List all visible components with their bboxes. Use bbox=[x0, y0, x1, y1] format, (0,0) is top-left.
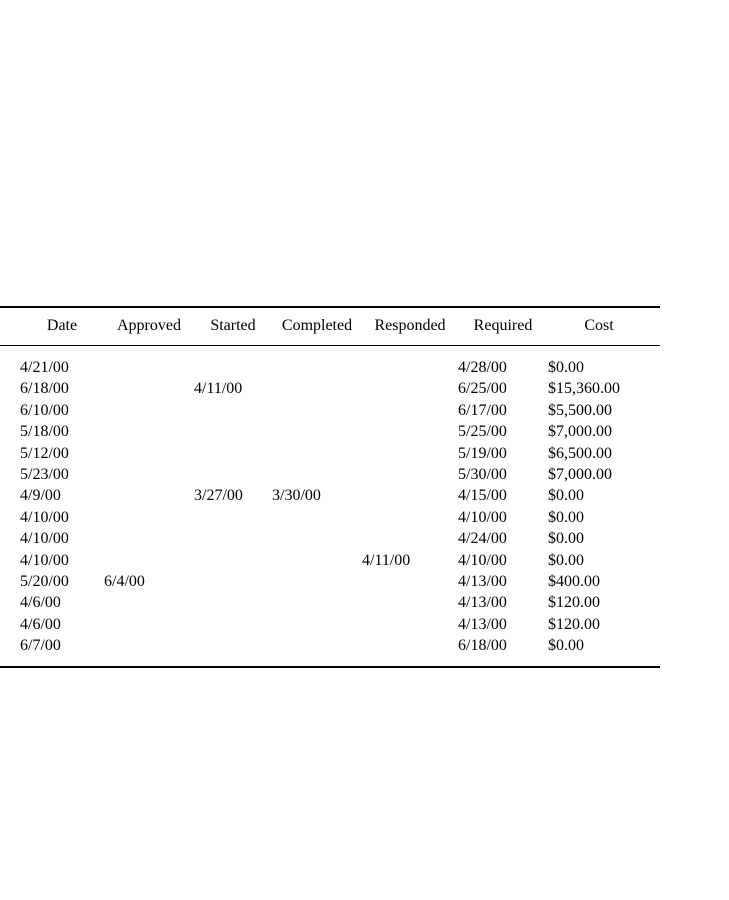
cell-started bbox=[194, 550, 272, 571]
cell-date: 5/20/00 bbox=[20, 573, 69, 591]
cell-completed: 3/30/00 bbox=[272, 487, 321, 505]
cell-status bbox=[0, 485, 20, 506]
cell-cost: $0.00 bbox=[548, 637, 584, 655]
cell-responded bbox=[362, 400, 458, 421]
cell-required: 6/25/00 bbox=[458, 380, 507, 398]
cell-date: 4/10/00 bbox=[20, 551, 69, 569]
table-row bbox=[0, 485, 650, 506]
table-row bbox=[0, 550, 650, 571]
table-row bbox=[0, 592, 650, 613]
cell-approved: 6/4/00 bbox=[104, 573, 145, 591]
cell-responded bbox=[362, 571, 458, 592]
cell-required: 5/30/00 bbox=[458, 466, 507, 484]
cell-cost: $15,360.00 bbox=[548, 380, 620, 398]
cell-date: 6/7/00 bbox=[20, 637, 61, 655]
table-bottom-rule bbox=[0, 666, 660, 668]
cell-date: 4/21/00 bbox=[20, 359, 69, 376]
header-spacer bbox=[0, 346, 650, 357]
cell-date: 5/23/00 bbox=[20, 466, 69, 484]
cell-approved bbox=[104, 528, 194, 549]
cell-required: 4/15/00 bbox=[458, 487, 507, 505]
cell-status bbox=[0, 378, 20, 399]
cell-completed bbox=[272, 635, 362, 656]
table-row bbox=[0, 635, 650, 656]
table-header-row bbox=[0, 306, 650, 346]
cell-started bbox=[194, 635, 272, 656]
cell-approved bbox=[104, 400, 194, 421]
column-header-date: Date bbox=[46, 317, 78, 335]
cell-cost: $0.00 bbox=[548, 359, 584, 376]
cell-status bbox=[0, 421, 20, 442]
cell-completed bbox=[272, 592, 362, 613]
cell-date: 5/18/00 bbox=[20, 423, 69, 441]
cell-completed bbox=[272, 443, 362, 464]
cell-completed bbox=[272, 550, 362, 571]
cell-date: 4/10/00 bbox=[20, 530, 69, 548]
cell-cost: $120.00 bbox=[548, 594, 600, 612]
cell-status bbox=[0, 592, 20, 613]
cell-status bbox=[0, 464, 20, 485]
cell-status bbox=[0, 507, 20, 528]
cell-date: 5/12/00 bbox=[20, 444, 69, 462]
cell-required: 4/28/00 bbox=[458, 359, 507, 376]
cell-started bbox=[194, 400, 272, 421]
cell-approved bbox=[104, 357, 194, 378]
table-row bbox=[0, 400, 650, 421]
cell-date: 4/6/00 bbox=[20, 615, 61, 633]
cell-required: 4/10/00 bbox=[458, 551, 507, 569]
cell-approved bbox=[104, 421, 194, 442]
cell-completed bbox=[272, 507, 362, 528]
cell-status bbox=[0, 550, 20, 571]
cell-completed bbox=[272, 528, 362, 549]
column-header-cost: Cost bbox=[584, 317, 614, 335]
table-row bbox=[0, 464, 650, 485]
column-header-status bbox=[0, 306, 20, 346]
cell-required: 4/13/00 bbox=[458, 615, 507, 633]
cell-approved bbox=[104, 485, 194, 506]
cell-date: 4/6/00 bbox=[20, 594, 61, 612]
cell-responded bbox=[362, 592, 458, 613]
cell-completed bbox=[272, 357, 362, 378]
cell-responded bbox=[362, 464, 458, 485]
cell-started bbox=[194, 464, 272, 485]
cell-cost: $0.00 bbox=[548, 487, 584, 505]
column-header-approved: Approved bbox=[117, 317, 181, 335]
cell-cost: $6,500.00 bbox=[548, 444, 612, 462]
cell-required: 5/25/00 bbox=[458, 423, 507, 441]
cell-started bbox=[194, 421, 272, 442]
records-table bbox=[0, 306, 650, 657]
table-row bbox=[0, 528, 650, 549]
cell-responded bbox=[362, 485, 458, 506]
cell-approved bbox=[104, 378, 194, 399]
cell-started: 3/27/00 bbox=[194, 487, 243, 505]
cell-started bbox=[194, 507, 272, 528]
cell-cost: $0.00 bbox=[548, 551, 584, 569]
cell-status bbox=[0, 357, 20, 378]
cell-required: 6/18/00 bbox=[458, 637, 507, 655]
cell-status bbox=[0, 571, 20, 592]
cell-started: 4/11/00 bbox=[194, 380, 243, 398]
cell-cost: $0.00 bbox=[548, 508, 584, 526]
cell-cost: $7,000.00 bbox=[548, 423, 612, 441]
cell-date: 6/18/00 bbox=[20, 380, 69, 398]
cell-responded bbox=[362, 421, 458, 442]
cell-approved bbox=[104, 614, 194, 635]
cell-status bbox=[0, 614, 20, 635]
cell-responded bbox=[362, 507, 458, 528]
table-row bbox=[0, 421, 650, 442]
column-header-started: Started bbox=[210, 317, 256, 335]
cell-status bbox=[0, 528, 20, 549]
cell-started bbox=[194, 528, 272, 549]
table-row bbox=[0, 614, 650, 635]
cell-cost: $0.00 bbox=[548, 530, 584, 548]
column-header-responded: Responded bbox=[374, 317, 446, 335]
cell-cost: $120.00 bbox=[548, 615, 600, 633]
cell-started bbox=[194, 357, 272, 378]
table-row bbox=[0, 378, 650, 399]
table-row bbox=[0, 443, 650, 464]
table-row bbox=[0, 571, 650, 592]
cell-approved bbox=[104, 443, 194, 464]
cell-completed bbox=[272, 464, 362, 485]
cell-completed bbox=[272, 421, 362, 442]
table-body bbox=[0, 346, 650, 657]
cell-required: 4/13/00 bbox=[458, 573, 507, 591]
cell-responded: 4/11/00 bbox=[362, 551, 411, 569]
cell-status bbox=[0, 635, 20, 656]
cell-completed bbox=[272, 400, 362, 421]
cell-required: 6/17/00 bbox=[458, 401, 507, 419]
cell-started bbox=[194, 571, 272, 592]
cell-completed bbox=[272, 571, 362, 592]
cell-started bbox=[194, 592, 272, 613]
table-row bbox=[0, 357, 650, 378]
cell-completed bbox=[272, 614, 362, 635]
cell-cost: $7,000.00 bbox=[548, 466, 612, 484]
cell-completed bbox=[272, 378, 362, 399]
cell-cost: $5,500.00 bbox=[548, 401, 612, 419]
cell-required: 4/10/00 bbox=[458, 508, 507, 526]
column-header-required: Required bbox=[473, 317, 533, 335]
cell-approved bbox=[104, 507, 194, 528]
cell-responded bbox=[362, 443, 458, 464]
cell-date: 4/9/00 bbox=[20, 487, 61, 505]
cell-required: 4/13/00 bbox=[458, 594, 507, 612]
cell-status bbox=[0, 443, 20, 464]
cell-approved bbox=[104, 592, 194, 613]
cell-responded bbox=[362, 635, 458, 656]
cell-status bbox=[0, 400, 20, 421]
cell-responded bbox=[362, 614, 458, 635]
cell-required: 4/24/00 bbox=[458, 530, 507, 548]
cell-date: 4/10/00 bbox=[20, 508, 69, 526]
cell-approved bbox=[104, 464, 194, 485]
cell-date: 6/10/00 bbox=[20, 401, 69, 419]
cell-approved bbox=[104, 635, 194, 656]
cell-required: 5/19/00 bbox=[458, 444, 507, 462]
cell-responded bbox=[362, 528, 458, 549]
cell-responded bbox=[362, 378, 458, 399]
cell-started bbox=[194, 443, 272, 464]
column-header-completed: Completed bbox=[281, 317, 353, 335]
cell-responded bbox=[362, 357, 458, 378]
table-row bbox=[0, 507, 650, 528]
cell-started bbox=[194, 614, 272, 635]
cell-cost: $400.00 bbox=[548, 573, 600, 591]
cell-approved bbox=[104, 550, 194, 571]
